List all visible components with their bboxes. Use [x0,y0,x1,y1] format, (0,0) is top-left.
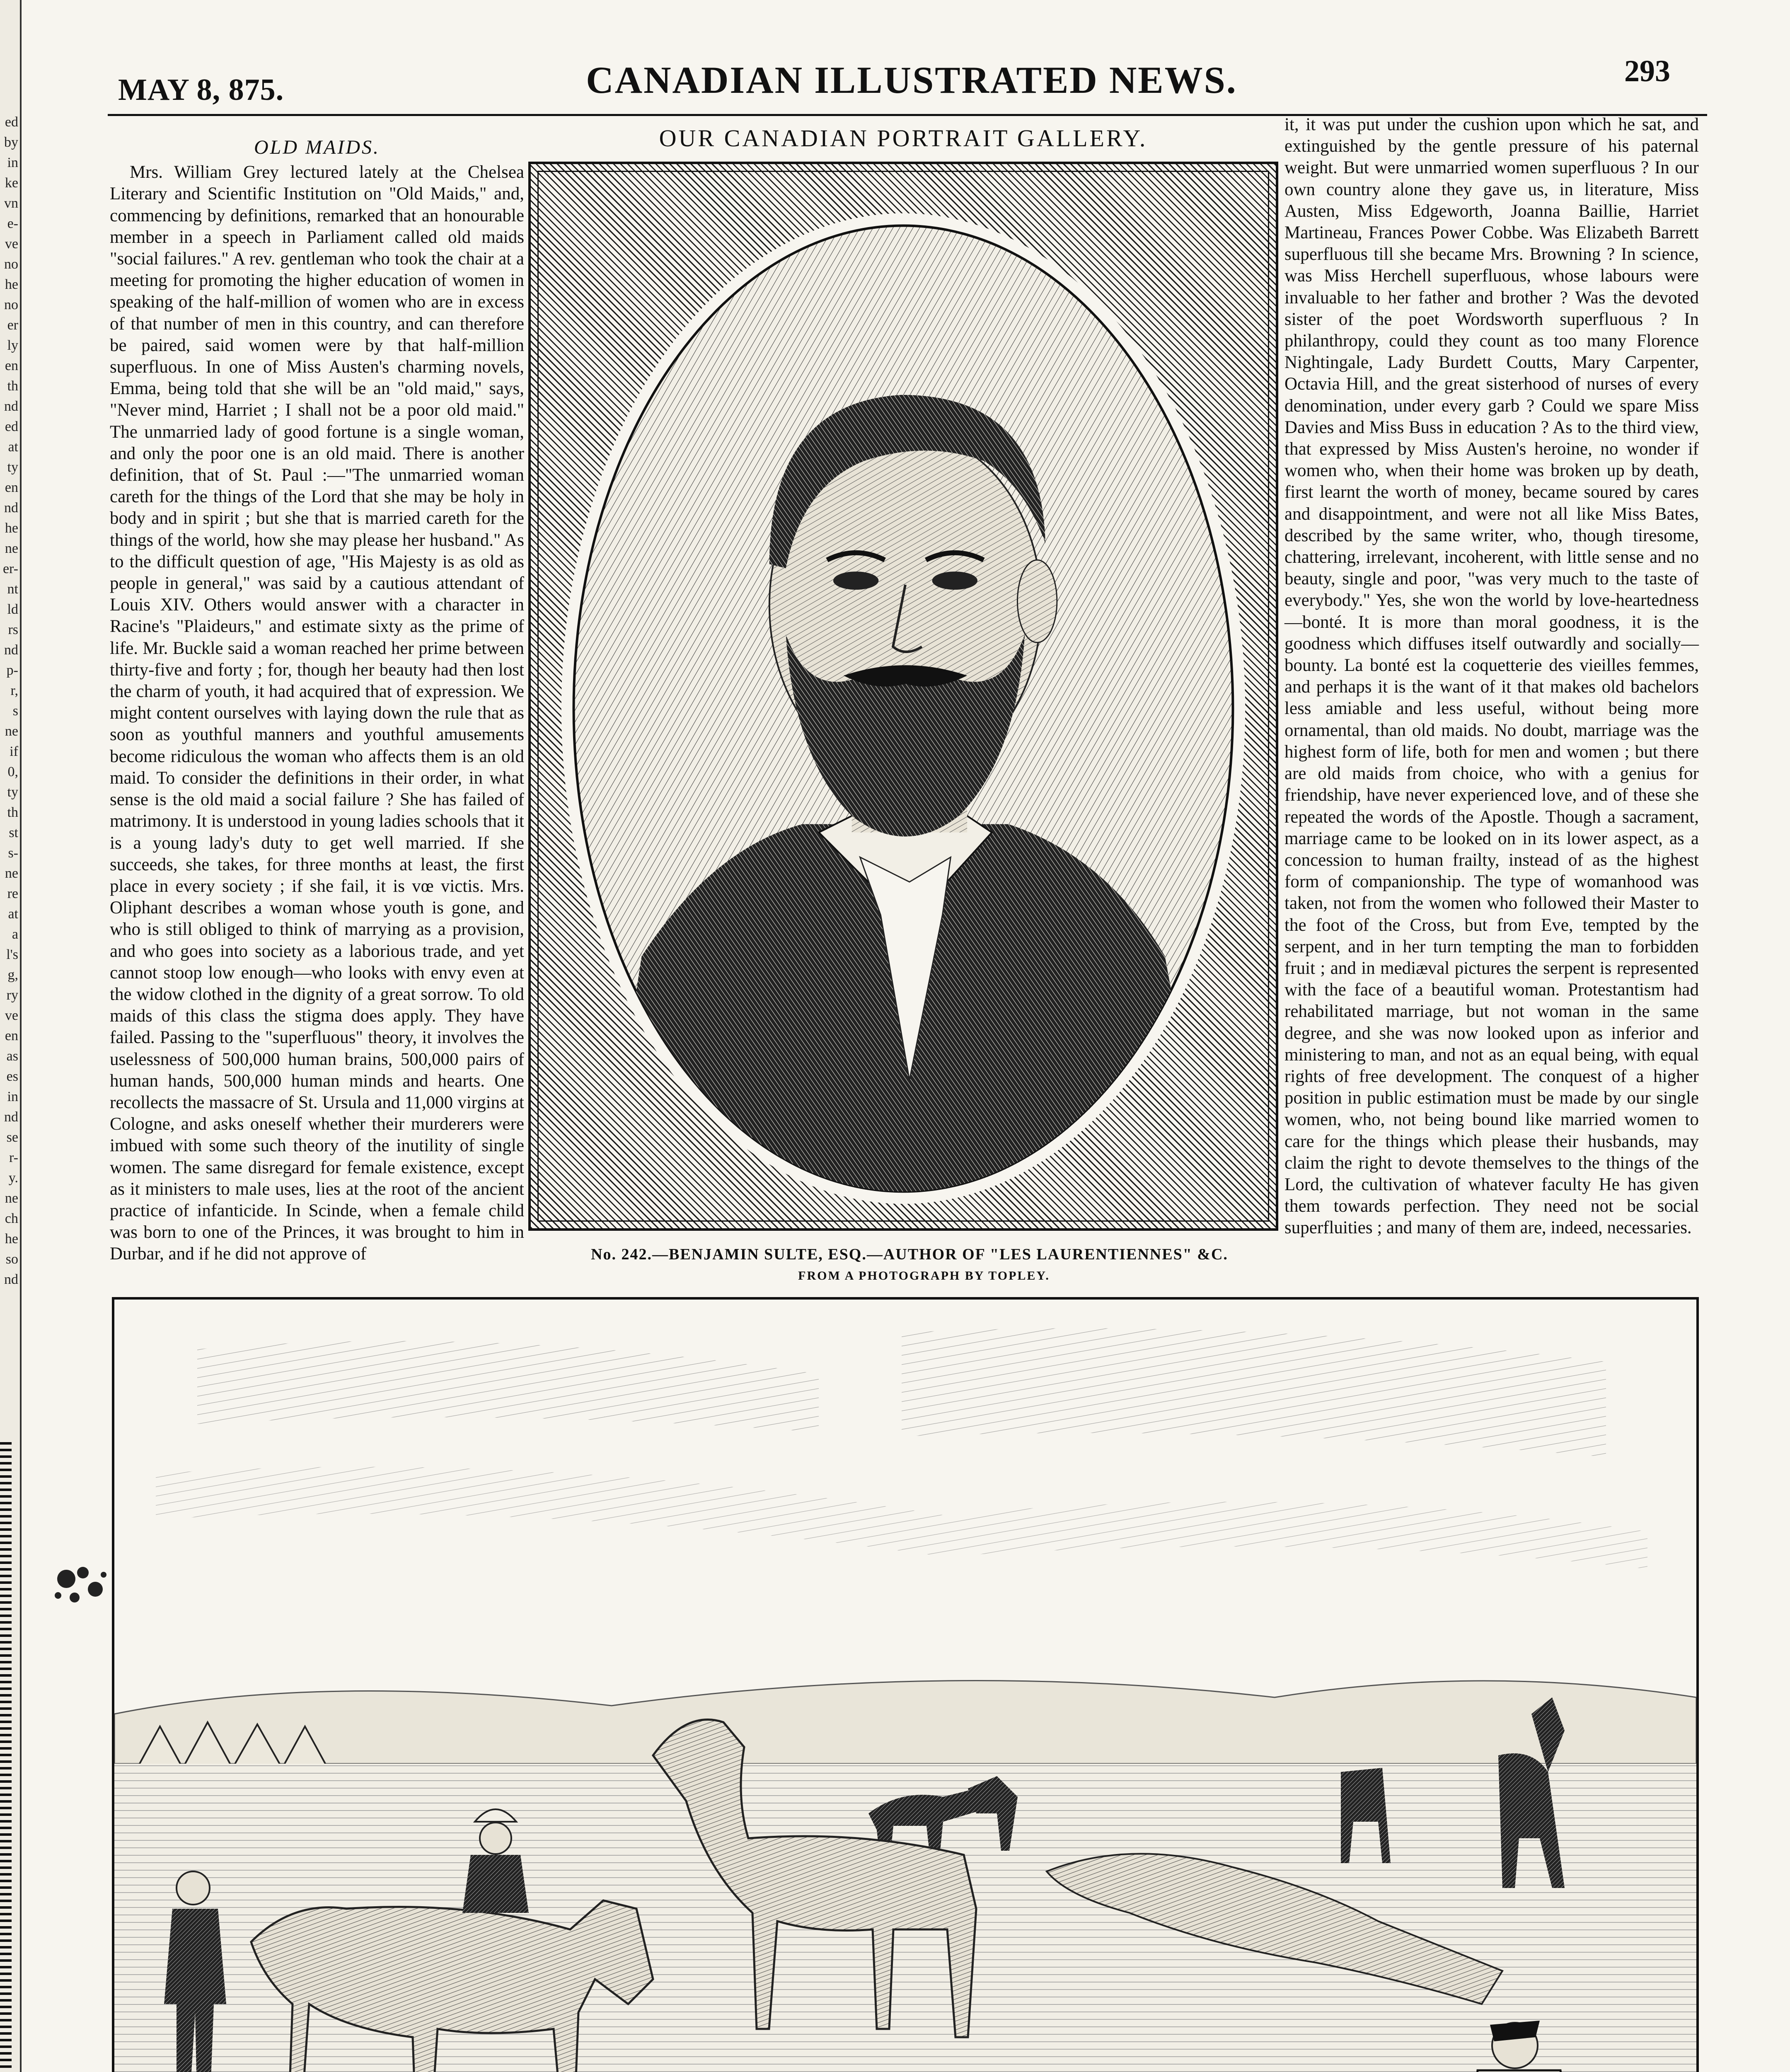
previous-page-fragment: nd [4,1109,18,1125]
previous-page-fragment: vn [4,196,18,211]
previous-page-fragment: ne [5,866,18,881]
previous-page-fragment: es [6,1069,18,1084]
previous-page-fragment: no [4,297,18,312]
dead-horse-valley-illustration [112,1297,1699,2072]
previous-page-fragment: r, [10,683,18,698]
previous-page-fragment: in [7,1089,18,1104]
previous-page-fragment: st [9,825,18,840]
article-heading: OLD MAIDS. [254,136,380,158]
previous-page-fragment: ne [5,724,18,739]
newspaper-title: CANADIAN ILLUSTRATED NEWS. [586,59,1237,101]
previous-page-fragment: th [7,378,18,394]
previous-page-fragment: en [5,480,18,495]
previous-page-fragment: ed [5,114,18,130]
previous-page-fragment: p- [6,663,18,678]
previous-page-fragment: a [12,927,18,942]
previous-page-fragment: he [5,520,18,536]
article-paragraph: Mrs. William Grey lectured lately at the Chelsea Literary and Scientific Institution on "Old Maids," and, commencing by definitions, remarked that an honourable member in a speech in Parliament called old maids "social failures." A rev. gentleman who took the chair at a meeting for promoting the higher education of women in speaking of the half-million of women who are in excess of that number of men in this country, and can therefore be paired, said women were by that half-million superfluous. In one of Miss Austen's charming novels, Emma, being told that she will be an "old maid," says, "Never mind, Harriet ; I shall not be a poor old maid." The unmarried lady of good fortune is a single woman, and only the poor one is an old maid. There is another definition, that of St. Paul :—"The unmarried woman careth for the things of the Lord that she may be holy in body and in spirit ; but she that is married careth for the things of the world, how she may please her husband." As to the difficult question of age, "His Majesty is as old as people in general," was said by a cautious attendant of Louis XIV. Others would answer with a character in Racine's "Plaideurs," and estimate sixty as the prime of life. Mr. Buckle said a woman reached her prime between thirty-five and forty ; for, though her beauty had then lost the charm of youth, it had acquired that of expression. We might content ourselves with laying down the rule that as soon as youthful manners and youthful amusements become ridiculous the woman who affects them is an old maid. To consider the definitions in their order, in what sense is the old maid a social failure ? She has failed of matrimony. It is understood in young ladies schools that it is a young lady's duty to get well married. If she succeeds, she takes, for three months at least, the first place in every society ; if she fail, it is vœ victis. Mrs. Oliphant describes a woman whose youth is gone, and who is still obliged to think of marrying as a provision, and who goes into society as a laborious trade, and yet cannot stoop low enough—who looks with envy even at the widow clothed in the dignity of a great sorrow. To old maids of this class the stigma does apply. They have failed. Passing to the "superfluous" theory, it involves the uselessness of 500,000 human brains, 500,000 pairs of human hands, 500,000 human minds and hearts. One recollects the massacre of St. Ursula and 11,000 virgins at Cologne, and asks oneself whether their murderers were imbued with some such theory of the inutility of single women. The same disregard for female existence, except as it ministers to male uses, lies at the root of the ancient practice of infanticide. In Scinde, when a female child was born to one of the Princes, it was brought to him in Durbar, and if he did not approve of [110,162,524,1264]
previous-page-fragment: ch [5,1211,18,1226]
previous-page-fragment: s- [8,845,18,861]
previous-page-fragment: he [5,277,18,292]
gutter-rule-marks [0,1442,12,2072]
previous-page-fragment: er- [2,561,18,576]
previous-page-fragment: nd [4,500,18,516]
page-number: 293 [1624,54,1670,88]
portrait-engraving [528,162,1278,1231]
previous-page-fragment: ke [5,175,18,191]
portrait-credit: FROM A PHOTOGRAPH BY TOPLEY. [798,1269,1050,1283]
previous-page-fragment: r- [9,1150,18,1165]
previous-page-fragment: ry [6,988,18,1003]
article-old-maids-column-1 [110,137,524,1265]
previous-page-fragment: en [5,358,18,373]
previous-page-fragment: re [7,886,18,901]
article-old-maids-column-2 [1284,114,1699,1239]
previous-page-fragment: nd [4,642,18,658]
previous-page-fragment: ne [5,1191,18,1206]
previous-page-fragment: if [10,744,18,759]
previous-page-fragment: at [8,906,18,922]
previous-page-fragment: g, [7,967,18,983]
previous-page-fragment: ty [7,460,18,475]
article-paragraph: it, it was put under the cushion upon which he sat, and extinguished by the gentle pressure of his paternal weight. But were unmarried women superfluous ? In our own country alone they gave us, in literature, Miss Austen, Miss Edgeworth, Joanna Baillie, Harriet Martineau, Frances Power Cobbe. Was Elizabeth Barrett superfluous till she became Mrs. Browning ? In science, was Miss Herchell superfluous, whose labours were invaluable to her father and brother ? Was the devoted sister of the poet Wordsworth superfluous ? In philanthropy, could they count as too many Florence Nightingale, Lady Burdett Coutts, Mary Carpenter, Octavia Hill, and the great sisterhood of nurses of every denomination, under every garb ? Could we spare Miss Davies and Miss Buss in education ? As to the third view, that expressed by Miss Austen's heroine, no wonder if women who, when their home was broken up by death, first learnt the worth of money, became soured by cares and disappointment, and were not all like Miss Bates, described by the same writer, who, though tiresome, chattering, irrelevant, incoherent, with little sense and no beauty, single and poor, "was very much to the taste of everybody." Yes, she won the world by love-heartedness—bonté. It is more than moral goodness, it is the goodness which diffuses itself outwardly and socially—bounty. La bonté est la coquetterie des vieilles femmes, and perhaps it is the want of it that makes old bachelors less amiable and less useful, without being more ornamental, than old maids. No doubt, marriage was the highest form of life, both for men and women ; but there are old maids from choice, who with a genius for friendship, have never experienced love, and of these she repeated the words of the Apostle. Though a sacrament, marriage came to be looked on in its lower aspect, as a concession to human frailty, instead of as the highest form of companionship. The type of womanhood was taken, not from the women who followed their Master to the foot of the Cross, but from Eve, tempted by the serpent, and in her turn tempting the man to forbidden fruit ; and in mediæval pictures the serpent is represented with the face of a beautiful woman. Protestantism had rehabilitated marriage, but not woman in the same degree, and she was now looked upon as inferior and ministering to man, and not as an equal being, with equal rights of free development. The conquest of a higher position in public estimation must be made by our single women, who, not being bound like married women to care for the things which please their husbands, may claim the right to devote themselves to the things of the Lord, the cultivation of whatever faculty He has given them towards perfection. They need not be social superfluities ; and many of them are, indeed, necessaries. [1284,115,1699,1238]
previous-page-fragment: ly [7,338,18,353]
previous-page-fragment: in [7,155,18,170]
previous-page-fragment: ve [5,236,18,252]
previous-page-fragment: as [6,1048,18,1064]
portrait-gallery-title: OUR CANADIAN PORTRAIT GALLERY. [659,125,1148,152]
illustration-image [114,1300,1696,2072]
previous-page-fragment: nd [4,399,18,414]
portrait-caption: No. 242.—BENJAMIN SULTE, ESQ.—AUTHOR OF "LES LAURENTIENNES" &C. [591,1246,1228,1263]
previous-page-fragment: no [4,257,18,272]
previous-page-fragment: er [7,317,18,333]
previous-page-fragment: at [8,439,18,455]
previous-page-fragment: se [6,1130,18,1145]
previous-page-fragment: nt [7,581,18,597]
portrait-image [539,172,1268,1220]
previous-page-fragment: e- [7,216,18,231]
previous-page-fragment: en [5,1028,18,1043]
previous-page-fragment: y. [8,1170,18,1186]
previous-page-fragment: l's [6,947,18,962]
previous-page-fragment: ne [5,541,18,556]
ink-blot-icon [41,1550,120,1624]
previous-page-fragment: so [5,1251,18,1267]
previous-page-fragment: 0, [7,764,18,779]
previous-page-fragment: nd [4,1272,18,1287]
previous-page-fragment: rs [8,622,18,637]
previous-page-fragment: ve [5,1008,18,1023]
previous-page-fragment: ty [7,784,18,800]
previous-page-fragment: by [4,135,18,150]
previous-page-fragment: ed [5,419,18,434]
previous-page-fragment: he [5,1231,18,1247]
previous-page-fragment: th [7,805,18,820]
previous-page-fragment: ld [7,602,18,617]
previous-page-fragment: s [12,703,18,719]
issue-date: MAY 8, 875. [118,73,284,107]
